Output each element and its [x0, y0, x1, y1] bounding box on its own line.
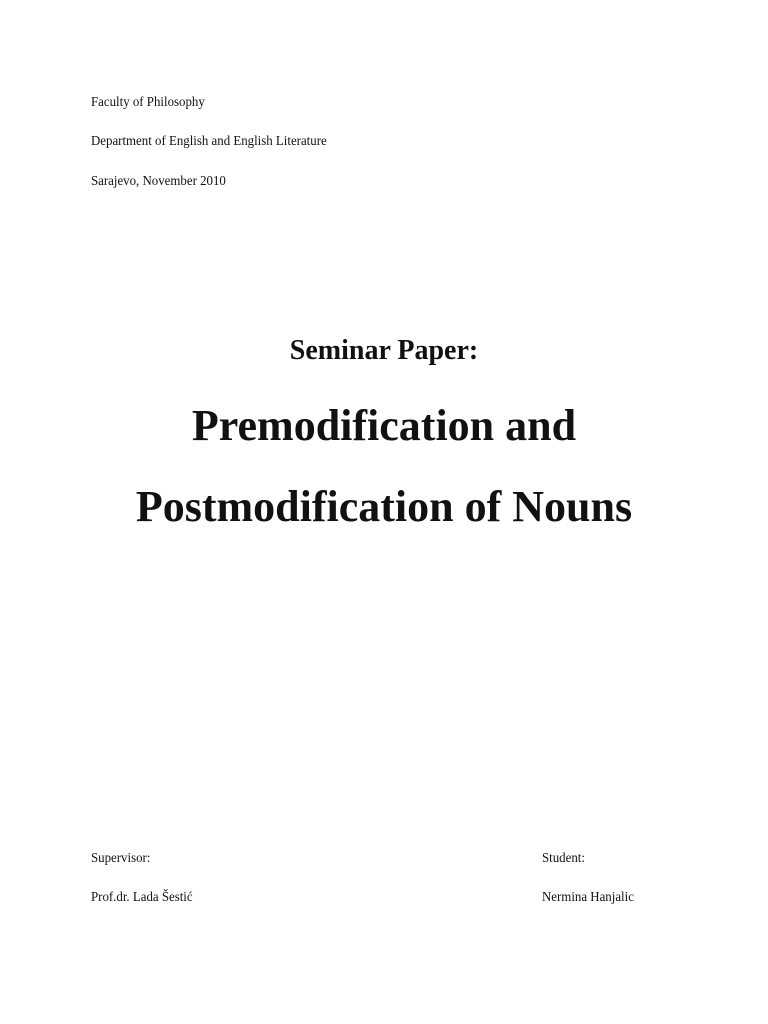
document-title-line-2: Postmodification of Nouns — [135, 482, 633, 531]
department-name: Department of English and English Literature — [91, 134, 327, 149]
place-and-date: Sarajevo, November 2010 — [91, 174, 226, 189]
student-name: Nermina Hanjalic — [542, 890, 634, 905]
supervisor-name: Prof.dr. Lada Šestić — [91, 890, 193, 905]
supervisor-label: Supervisor: — [91, 851, 151, 866]
document-title-line-1: Premodification and — [191, 401, 577, 450]
student-label: Student: — [542, 851, 585, 866]
document-subtitle: Seminar Paper: — [289, 335, 479, 366]
faculty-name: Faculty of Philosophy — [91, 95, 205, 110]
